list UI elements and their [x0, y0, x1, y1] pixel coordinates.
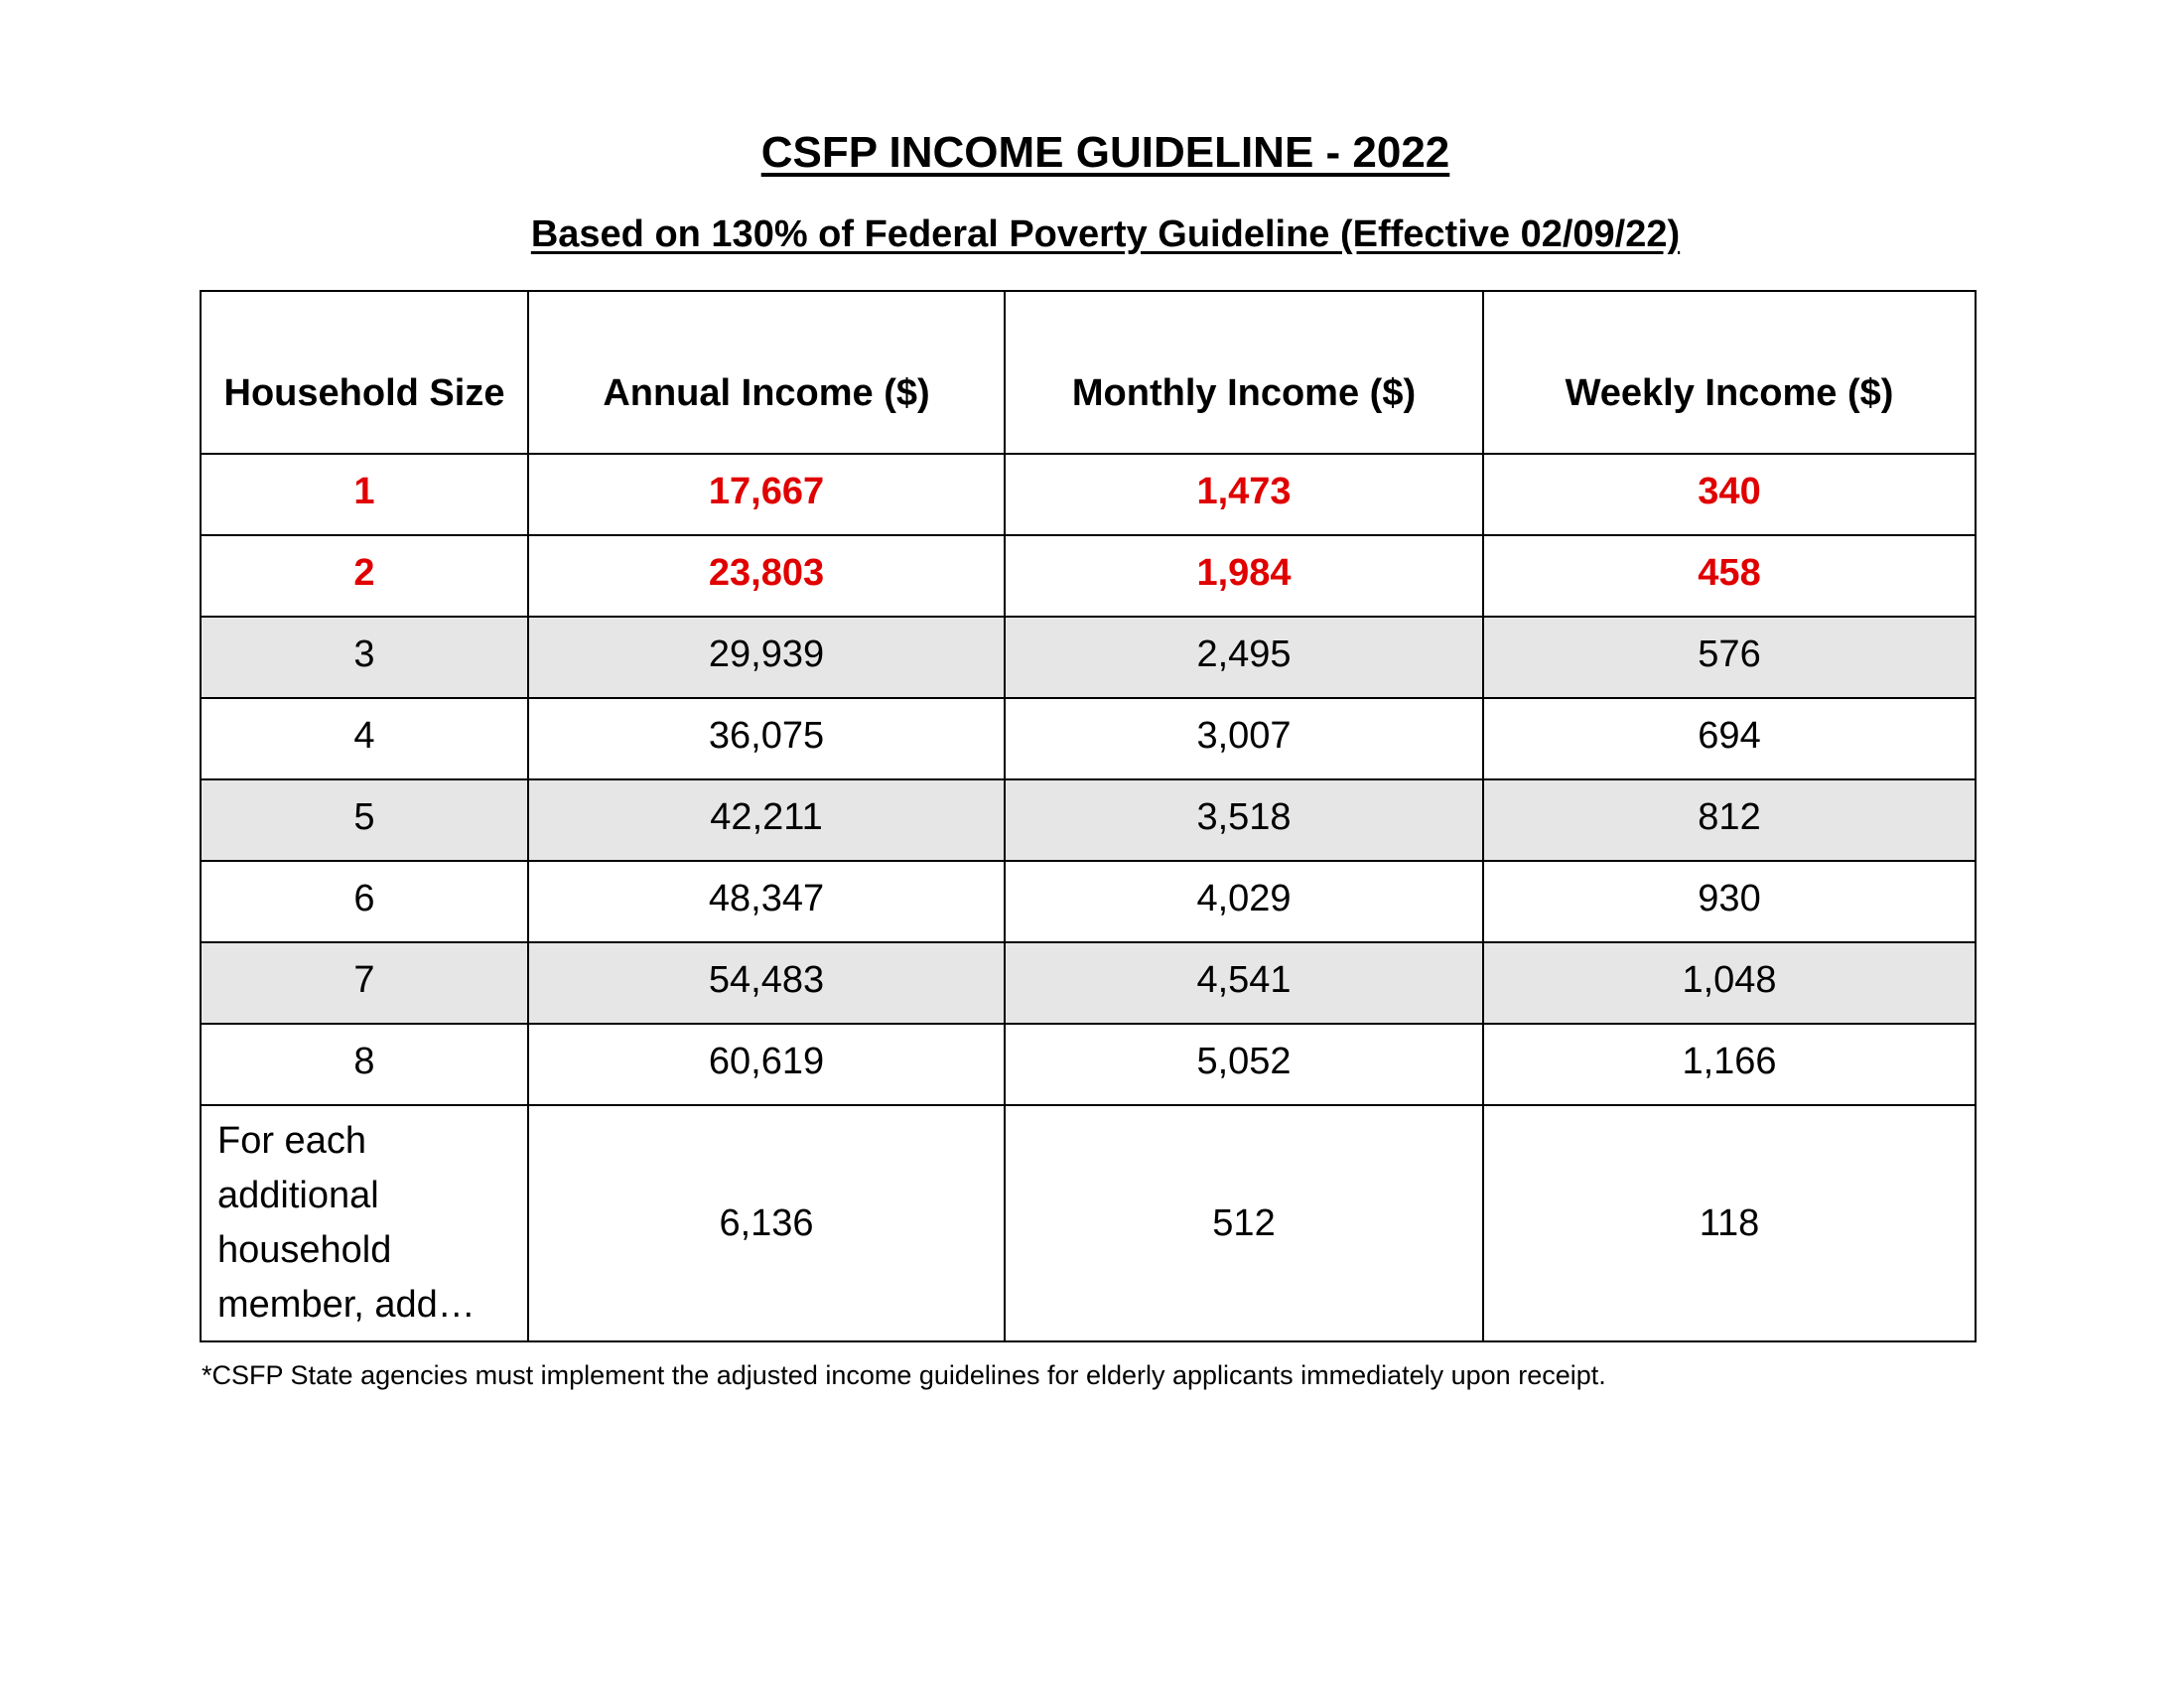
- footnote: *CSFP State agencies must implement the adjusted income guidelines for elderly applicants immediately upon receipt.: [202, 1360, 1606, 1390]
- additional-weekly-income: 118: [1483, 1105, 1976, 1341]
- household-size-cell: 1: [201, 454, 528, 535]
- table-row: [201, 942, 1976, 1024]
- table-row: [201, 535, 1976, 617]
- household-size-cell: 4: [201, 698, 528, 779]
- monthly-income-cell: 1,473: [1005, 454, 1483, 535]
- annual-income-cell: 23,803: [528, 535, 1005, 617]
- household-size-cell: 3: [201, 617, 528, 698]
- annual-income-cell: 54,483: [528, 942, 1005, 1024]
- annual-income-cell: 60,619: [528, 1024, 1005, 1105]
- page-title: CSFP INCOME GUIDELINE - 2022: [760, 128, 1450, 177]
- additional-annual-income: 6,136: [528, 1105, 1005, 1341]
- table-row: [201, 698, 1976, 779]
- weekly-income-cell: 930: [1483, 861, 1976, 942]
- monthly-income-cell: 1,984: [1005, 535, 1483, 617]
- monthly-income-cell: 3,007: [1005, 698, 1483, 779]
- header-annual-income: Annual Income ($): [528, 291, 1005, 454]
- weekly-income-cell: 694: [1483, 698, 1976, 779]
- additional-monthly-income: 512: [1005, 1105, 1483, 1341]
- annual-income-cell: 36,075: [528, 698, 1005, 779]
- additional-member-row: [201, 1105, 1976, 1341]
- annual-income-cell: 17,667: [528, 454, 1005, 535]
- weekly-income-cell: 576: [1483, 617, 1976, 698]
- monthly-income-cell: 2,495: [1005, 617, 1483, 698]
- header-household-size: Household Size: [201, 291, 528, 454]
- table-row: [201, 861, 1976, 942]
- header-weekly-income: Weekly Income ($): [1483, 291, 1976, 454]
- annual-income-cell: 42,211: [528, 779, 1005, 861]
- table-row: [201, 617, 1976, 698]
- weekly-income-cell: 812: [1483, 779, 1976, 861]
- monthly-income-cell: 3,518: [1005, 779, 1483, 861]
- table-row: [201, 1024, 1976, 1105]
- household-size-cell: 2: [201, 535, 528, 617]
- weekly-income-cell: 458: [1483, 535, 1976, 617]
- weekly-income-cell: 1,166: [1483, 1024, 1976, 1105]
- monthly-income-cell: 4,029: [1005, 861, 1483, 942]
- table-header-row: [201, 291, 1976, 454]
- weekly-income-cell: 1,048: [1483, 942, 1976, 1024]
- annual-income-cell: 29,939: [528, 617, 1005, 698]
- page-subtitle: Based on 130% of Federal Poverty Guideline (Effective 02/09/22): [530, 213, 1681, 255]
- household-size-cell: 7: [201, 942, 528, 1024]
- income-guideline-table: [200, 290, 1977, 1342]
- household-size-cell: 8: [201, 1024, 528, 1105]
- weekly-income-cell: 340: [1483, 454, 1976, 535]
- household-size-cell: 5: [201, 779, 528, 861]
- additional-member-label: For each additional household member, add…: [201, 1105, 528, 1341]
- table-row: [201, 779, 1976, 861]
- annual-income-cell: 48,347: [528, 861, 1005, 942]
- header-monthly-income: Monthly Income ($): [1005, 291, 1483, 454]
- table-row: [201, 454, 1976, 535]
- household-size-cell: 6: [201, 861, 528, 942]
- monthly-income-cell: 4,541: [1005, 942, 1483, 1024]
- monthly-income-cell: 5,052: [1005, 1024, 1483, 1105]
